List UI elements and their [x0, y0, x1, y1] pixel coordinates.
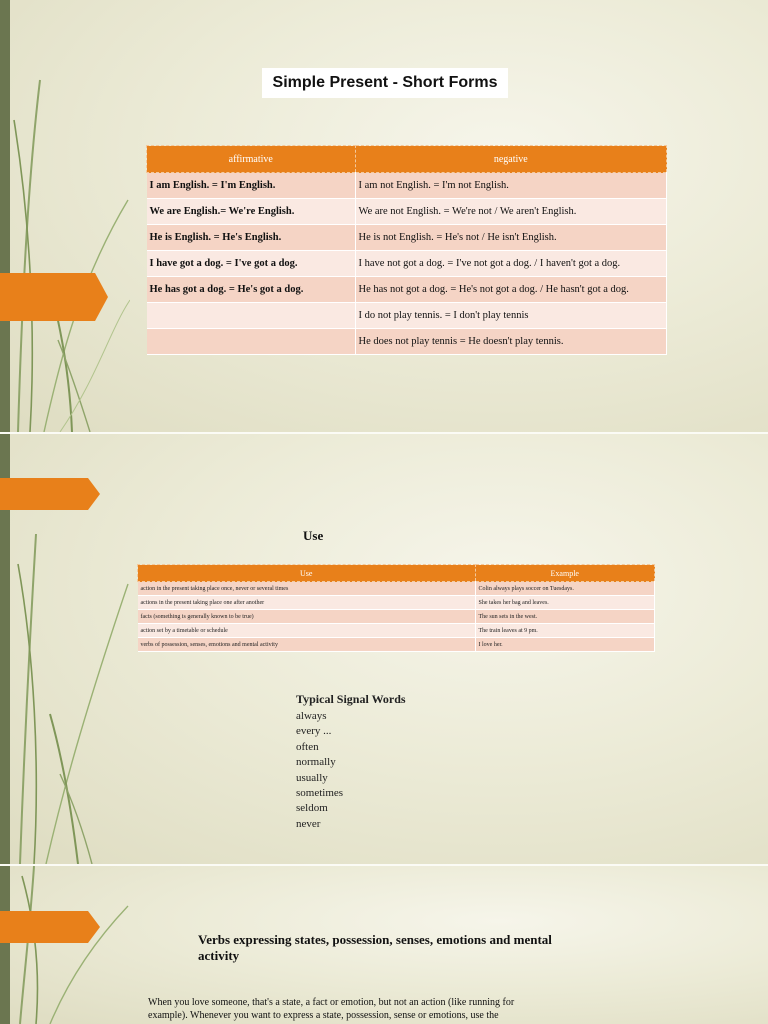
- cell-negative: I do not play tennis. = I don't play tennis: [355, 303, 667, 329]
- cell-affirmative: I have got a dog. = I've got a dog.: [147, 251, 356, 277]
- cell-negative: We are not English. = We're not / We aren't English.: [355, 199, 667, 225]
- cell-example: The train leaves at 9 pm.: [475, 624, 655, 638]
- header-example: Example: [475, 565, 655, 582]
- cell-example: The sun sets in the west.: [475, 610, 655, 624]
- cell-use: action set by a timetable or schedule: [138, 624, 476, 638]
- cell-negative: He does not play tennis = He doesn't play tennis.: [355, 329, 667, 355]
- table-row: [138, 596, 655, 610]
- verbs-heading: Verbs expressing states, possession, senses, emotions and mental activity: [198, 932, 552, 963]
- table-row: [138, 582, 655, 596]
- cell-negative: He is not English. = He's not / He isn't English.: [355, 225, 667, 251]
- signal-word: every ...: [296, 725, 332, 738]
- signal-word: usually: [296, 771, 328, 784]
- table-row: [147, 199, 667, 225]
- slide-verbs: [0, 866, 768, 1024]
- signal-words: [296, 692, 406, 832]
- cell-use: action in the present taking place once, never or several times: [138, 582, 476, 596]
- grass-decoration: [0, 866, 130, 1024]
- use-heading: Use: [303, 528, 324, 543]
- cell-affirmative: I am English. = I'm English.: [147, 173, 356, 199]
- header-affirmative: affirmative: [147, 146, 356, 173]
- slide-short-forms: [0, 0, 768, 432]
- cell-affirmative: He has got a dog. = He's got a dog.: [147, 277, 356, 303]
- cell-affirmative: [147, 303, 356, 329]
- signal-word: normally: [296, 756, 336, 769]
- signal-word: never: [296, 817, 321, 830]
- cell-negative: He has not got a dog. = He's not got a dog. / He hasn't got a dog.: [355, 277, 667, 303]
- table-row: [147, 303, 667, 329]
- grass-decoration: [0, 0, 130, 432]
- orange-arrow-tab: [0, 478, 100, 510]
- orange-arrow-tab: [0, 911, 100, 943]
- table-row: [138, 638, 655, 652]
- header-use: Use: [138, 565, 476, 582]
- cell-use: verbs of possession, senses, emotions and mental activity: [138, 638, 476, 652]
- cell-negative: I have not got a dog. = I've not got a dog. / I haven't got a dog.: [355, 251, 667, 277]
- orange-arrow-tab: [0, 273, 108, 321]
- table-row: [147, 277, 667, 303]
- cell-negative: I am not English. = I'm not English.: [355, 173, 667, 199]
- slide-title: Simple Present - Short Forms: [262, 68, 508, 98]
- table-row: [147, 329, 667, 355]
- cell-use: actions in the present taking place one after another: [138, 596, 476, 610]
- cell-affirmative: [147, 329, 356, 355]
- table-row: [147, 251, 667, 277]
- signal-word: seldom: [296, 802, 328, 815]
- signal-word: always: [296, 710, 327, 722]
- use-table: [137, 564, 655, 652]
- cell-use: facts (something is generally known to be true): [138, 610, 476, 624]
- cell-affirmative: He is English. = He's English.: [147, 225, 356, 251]
- short-forms-table: [146, 145, 667, 355]
- signal-word: often: [296, 740, 319, 753]
- cell-example: I love her.: [475, 638, 655, 652]
- header-negative: negative: [355, 146, 667, 173]
- slide-use: [0, 434, 768, 864]
- table-row: [147, 173, 667, 199]
- verbs-paragraph: When you love someone, that's a state, a fact or emotion, but not an action (like running for example). Whenever you want to express a state, possession, sense or emotions, use the: [148, 997, 515, 1021]
- cell-affirmative: We are English.= We're English.: [147, 199, 356, 225]
- table-row: [147, 225, 667, 251]
- signal-words-heading: Typical Signal Words: [296, 692, 406, 706]
- cell-example: She takes her bag and leaves.: [475, 596, 655, 610]
- cell-example: Colin always plays soccer on Tuesdays.: [475, 582, 655, 596]
- table-row: [138, 624, 655, 638]
- table-row: [138, 610, 655, 624]
- signal-word: sometimes: [296, 787, 344, 800]
